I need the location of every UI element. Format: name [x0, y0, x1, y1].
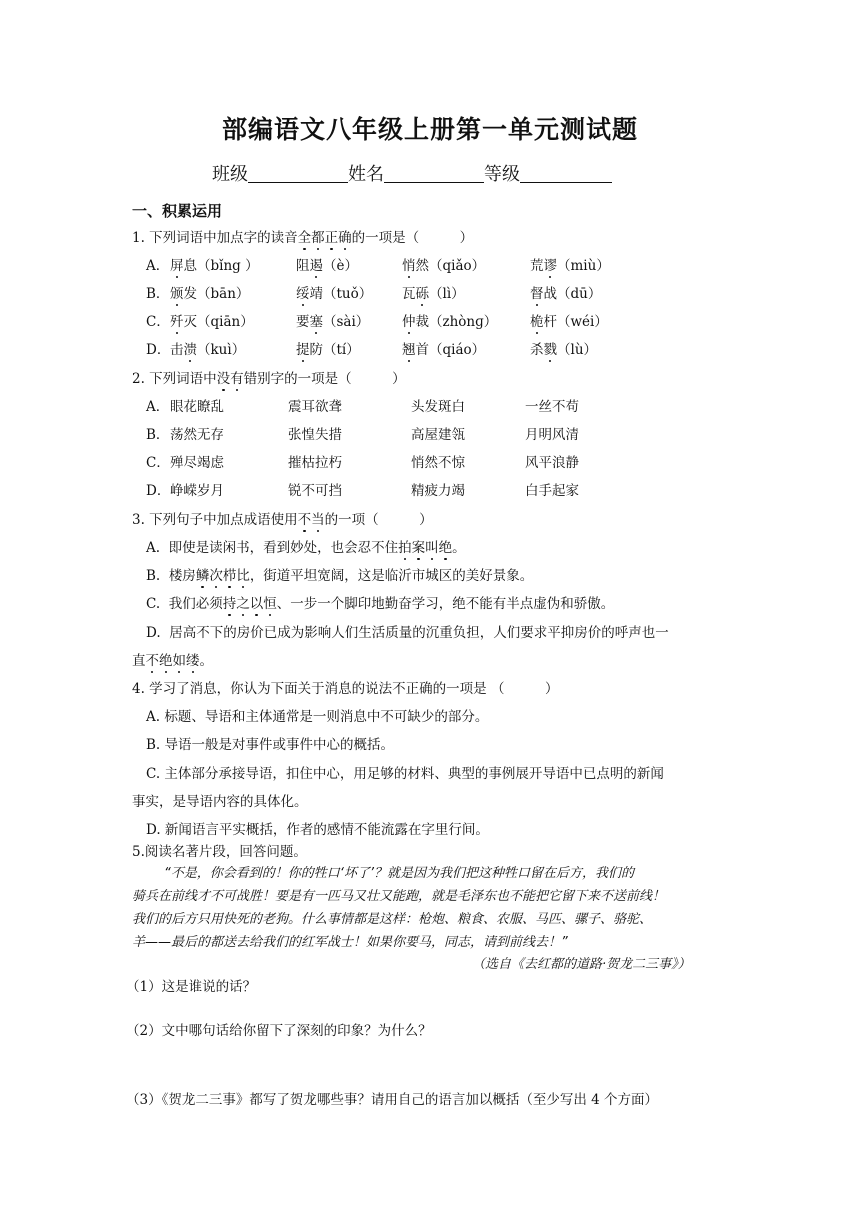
option-term [296, 254, 358, 274]
term-text: 瓦 [402, 286, 416, 302]
dotted-char: 颁 [170, 282, 184, 302]
option-term [530, 310, 608, 330]
option-letter: D． [146, 342, 171, 358]
option-term [402, 254, 485, 274]
passage-line: “不是，你会看到的！你的牲口‘坏了’？就是因为我们把这种牲口留在后方，我们的 [164, 866, 635, 881]
option-letter: D. [146, 625, 161, 641]
term-text: 战（dū） [543, 286, 602, 302]
dotted-char: 塞 [310, 310, 324, 330]
dotted-text: 全都正确 [298, 230, 352, 246]
dotted-text: 不当 [298, 512, 325, 528]
class-blank[interactable] [248, 164, 348, 183]
dotted-idiom: 鳞次栉比 [196, 568, 250, 584]
option-text: 直 [132, 653, 146, 669]
passage-line: 羊——最后的都送去给我们的红军战士！如果你要马，同志，请到前线去！” [132, 935, 568, 950]
option-text: 楼房 [168, 568, 196, 584]
option-term [402, 282, 465, 302]
option-term: 峥嵘岁月 [170, 483, 224, 499]
student-info-line [212, 160, 612, 186]
term-text: （miù） [557, 258, 610, 274]
term-text: 杀 [530, 342, 544, 358]
option-text: 我们必须 [168, 596, 223, 612]
page-title: 部编语文八年级上册第一单元测试题 [221, 115, 638, 144]
term-text: 首（qiáo） [415, 342, 486, 358]
option-term: 殚尽竭虑 [170, 455, 224, 471]
dotted-char: 桅 [530, 310, 544, 330]
question-3-option-a[interactable] [146, 536, 466, 556]
question-2-option-c[interactable] [146, 451, 579, 471]
dotted-char: 遏 [310, 254, 324, 274]
name-label: 姓名 [348, 164, 384, 185]
dotted-char: 戮 [544, 338, 558, 358]
option-term [170, 338, 245, 358]
stem-text: 的一项（ ） [324, 512, 433, 528]
dotted-char: 砾 [416, 282, 430, 302]
question-5-sub-2: （2）文中哪句话给你留下了深刻的印象？为什么？ [126, 1023, 432, 1039]
option-term [170, 254, 259, 274]
question-2-option-a[interactable] [146, 395, 579, 415]
grade-blank[interactable] [520, 164, 612, 183]
passage-line: 我们的后方只用快死的老狗。什么事情都是这样：枪炮、粮食、农服、马匹、骡子、骆驼、 [132, 912, 653, 927]
question-1-stem [132, 226, 473, 246]
option-term: 荡然无存 [170, 427, 224, 443]
option-term [296, 338, 360, 358]
option-term [530, 254, 610, 274]
option-term [296, 310, 369, 330]
option-term [402, 310, 497, 330]
option-term [530, 338, 597, 358]
option-term [170, 310, 254, 330]
dotted-idiom: 持之以恒 [223, 596, 277, 612]
dotted-char: 溃 [184, 338, 198, 358]
option-term: 白手起家 [525, 483, 579, 499]
option-letter: C． [146, 314, 170, 330]
question-4-option-c-cont: 事实，是导语内容的具体化。 [132, 794, 308, 810]
stem-text: 的一项是（ ） [351, 230, 474, 246]
passage-source: （选自《去红都的道路·贺龙二三事》） [472, 957, 691, 972]
term-text: 阻 [296, 258, 310, 274]
stem-text: 3. 下列句子中加点成语使用 [132, 512, 298, 528]
dotted-idiom: 拍案叫绝 [398, 540, 452, 556]
term-text: 击 [170, 342, 184, 358]
term-text: 然（qiǎo） [415, 258, 486, 274]
question-3-option-c[interactable] [146, 592, 614, 612]
option-term: 张惶失措 [288, 427, 342, 443]
option-term: 眼花瞭乱 [170, 399, 224, 415]
dotted-char: 翘 [402, 338, 416, 358]
question-4-option-b[interactable]: B. 导语一般是对事件或事件中心的概括。 [146, 737, 395, 753]
option-term: 悄然不惊 [411, 455, 465, 471]
dotted-idiom: 不绝如缕 [146, 653, 200, 669]
question-5-stem: 5.阅读名著片段，回答问题。 [132, 844, 307, 860]
dotted-char: 督 [530, 282, 544, 302]
question-5-sub-1: （1）这是谁说的话？ [126, 979, 257, 995]
question-1-option-c[interactable] [146, 310, 608, 330]
option-term: 震耳欲聋 [288, 399, 342, 415]
option-letter: A. [146, 540, 161, 556]
dotted-char: 屏 [170, 254, 184, 274]
question-1-option-d[interactable] [146, 338, 598, 358]
term-text: 灭（qiān） [183, 314, 254, 330]
term-text: （lì） [429, 286, 465, 302]
option-term: 一丝不苟 [525, 399, 579, 415]
option-letter: C. [146, 596, 161, 612]
option-term: 高屋建瓴 [411, 427, 465, 443]
question-4-option-a[interactable]: A. 标题、导语和主体通常是一则消息中不可缺少的部分。 [146, 709, 489, 725]
question-3-stem [132, 508, 433, 528]
question-4-stem: 4. 学习了消息，你认为下面关于消息的说法不正确的一项是 （ ） [132, 681, 559, 697]
dotted-char: 仲 [402, 310, 416, 330]
option-term [402, 338, 485, 358]
question-4-option-c[interactable]: C. 主体部分承接导语，扣住中心，用足够的材料、典型的事例展开导语中已点明的新闻 [146, 766, 664, 782]
term-text: 荒 [530, 258, 544, 274]
option-term: 风平浪静 [525, 455, 579, 471]
stem-text: 2. 下列词语中 [132, 371, 217, 387]
question-4-option-d[interactable]: D. 新闻语言平实概括，作者的感情不能流露在字里行间。 [146, 822, 489, 838]
option-letter: B． [146, 286, 170, 302]
term-text: 防（tí） [309, 342, 360, 358]
question-1-option-a[interactable] [146, 254, 610, 274]
term-text: （sài） [323, 314, 370, 330]
stem-text: 1. 下列词语中加点字的读音 [132, 230, 298, 246]
option-text: 、一步一个脚印地勤奋学习，绝不能有半点虚伪和骄傲。 [276, 596, 615, 612]
term-text: （lù） [557, 342, 598, 358]
dotted-char: 绥 [296, 282, 310, 302]
question-2-stem [132, 367, 406, 387]
class-label: 班级 [212, 164, 248, 185]
option-term: 头发斑白 [411, 399, 465, 415]
question-2-option-b[interactable] [146, 423, 579, 443]
question-5-sub-3: （3）《贺龙二三事》都写了贺龙哪些事？请用自己的语言加以概括（至少写出 4 个方面） [126, 1092, 659, 1108]
dotted-char: 提 [296, 338, 310, 358]
term-text: （è） [323, 258, 358, 274]
option-letter: D． [146, 483, 171, 499]
option-letter: A． [146, 399, 170, 415]
option-term [170, 282, 249, 302]
term-text: 杆（wéi） [543, 314, 608, 330]
name-blank[interactable] [384, 164, 484, 183]
dotted-char: 歼 [170, 310, 184, 330]
term-text: 要 [296, 314, 310, 330]
passage-line: 骑兵在前线才不可战胜！要是有一匹马又壮又能跑，就是毛泽东也不能把它留下来不送前线！ [132, 889, 666, 904]
option-text: 即使是读闲书，看到妙处，也会忍不住 [168, 540, 399, 556]
option-term [296, 282, 372, 302]
stem-text: 错别字的一项是（ ） [243, 371, 406, 387]
option-term: 月明风清 [525, 427, 579, 443]
grade-label: 等级 [484, 164, 520, 185]
term-text: 息（bǐng ） [183, 258, 259, 274]
dotted-text: 没有 [217, 371, 244, 387]
section-heading: 一、积累运用 [132, 202, 223, 220]
term-text: 裁（zhònɡ） [415, 314, 498, 330]
option-term: 锐不可挡 [288, 483, 342, 499]
term-text: 靖（tuǒ） [309, 286, 373, 302]
option-letter: B. [146, 568, 161, 584]
option-term: 摧枯拉朽 [288, 455, 342, 471]
dotted-char: 谬 [544, 254, 558, 274]
option-text: 居高不下的房价已成为影响人们生活质量的沉重负担，人们要求平抑房价的呼声也一 [169, 625, 669, 641]
option-text: 。 [199, 653, 213, 669]
option-letter: C． [146, 455, 170, 471]
dotted-char: 悄 [402, 254, 416, 274]
question-2-option-d[interactable] [146, 479, 579, 499]
question-3-option-d[interactable] [146, 621, 669, 641]
term-text: 发（bān） [183, 286, 250, 302]
option-text: ，街道平坦宽阔，这是临沂市城区的美好景象。 [249, 568, 534, 584]
option-text: 。 [452, 540, 466, 556]
question-3-option-b[interactable] [146, 564, 533, 584]
option-term [530, 282, 601, 302]
question-3-option-d-cont [132, 649, 213, 669]
term-text: （kuì） [197, 342, 246, 358]
option-letter: A． [146, 258, 170, 274]
option-letter: B． [146, 427, 170, 443]
question-1-option-b[interactable] [146, 282, 602, 302]
option-term: 精疲力竭 [411, 483, 465, 499]
